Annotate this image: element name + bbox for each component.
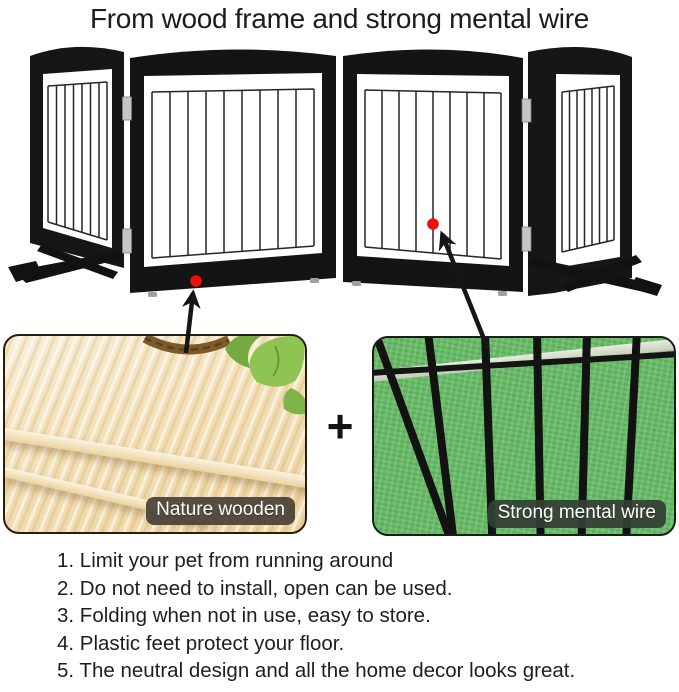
gate-panel-4 — [528, 47, 662, 296]
feature-item: 5. The neutral design and all the home decor looks great. — [57, 659, 576, 683]
wood-detail-photo — [3, 334, 307, 534]
gate-panel-3 — [343, 49, 523, 292]
feature-list — [57, 547, 575, 685]
plus-sign: + — [326, 400, 354, 452]
gate-panel-1 — [8, 47, 124, 283]
page-title: From wood frame and strong mental wire — [89, 3, 590, 34]
feature-item: 1. Limit your pet from running around — [57, 549, 394, 572]
feature-item: 3. Folding when not in use, easy to store. — [57, 604, 431, 628]
feature-item: 2. Do not need to install, open can be used. — [57, 576, 453, 600]
wood-label: Nature wooden — [146, 497, 295, 525]
wire-detail-photo — [372, 336, 676, 536]
wire-label: Strong mental wire — [488, 500, 666, 528]
ivy-leaves — [225, 336, 305, 414]
pet-gate-illustration — [0, 0, 679, 345]
gate-panel-2 — [130, 49, 336, 293]
feature-item: 4. Plastic feet protect your floor. — [57, 631, 345, 655]
